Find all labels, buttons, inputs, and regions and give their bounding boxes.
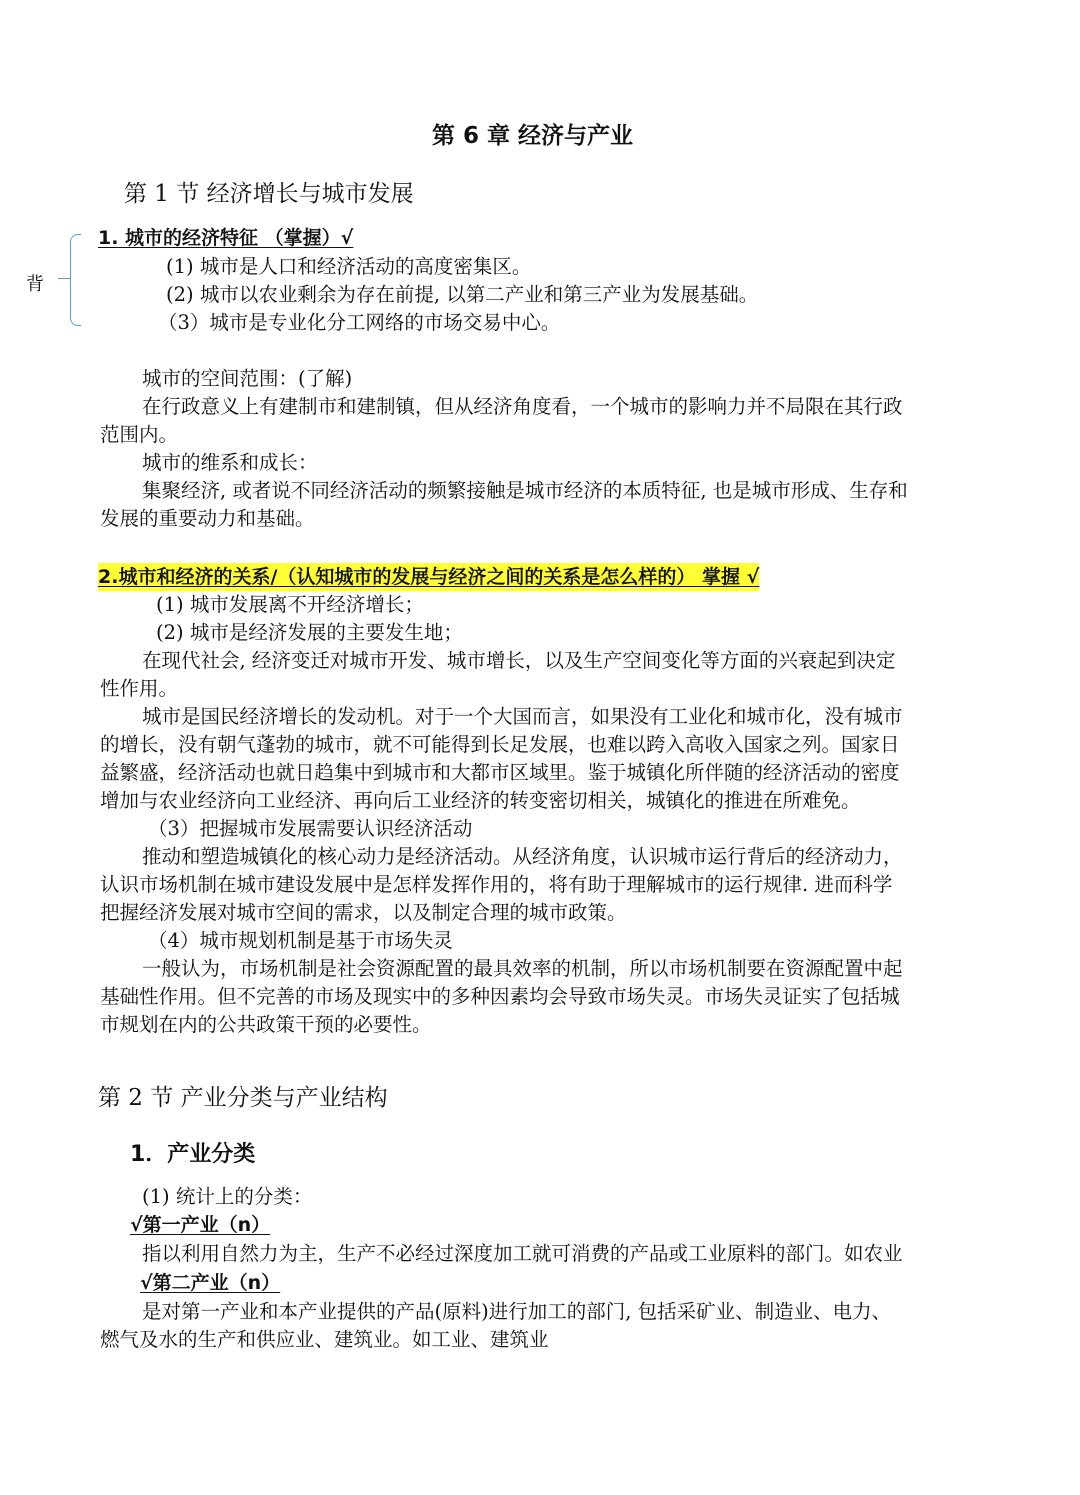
spatial-title: 城市的空间范围：(了解) (142, 367, 353, 390)
section-2-item-1-title: 1．产业分类 (130, 1142, 256, 1167)
item-2-para3: 把握经济发展对城市空间的需求，以及制定合理的城市政策。 (100, 901, 627, 924)
item-2-point-4: （4）城市规划机制是基于市场失灵 (148, 929, 453, 952)
item-2-para3: 认识市场机制在城市建设发展中是怎样发挥作用的，将有助于理解城市的运行规律. 进而科学 (100, 873, 893, 896)
item-2-para3: 推动和塑造城镇化的核心动力是经济活动。从经济角度，认识城市运行背后的经济动力， (142, 845, 903, 868)
item-2-para1: 性作用。 (100, 677, 179, 700)
item-1-point: (1) 城市是人口和经济活动的高度密集区。 (166, 255, 532, 278)
item-2-title: 2.城市和经济的关系/（认知城市的发展与经济之间的关系是怎么样的） 掌握 √ (98, 563, 759, 591)
side-note: 背 (26, 274, 44, 295)
brace-annotation (70, 234, 81, 326)
brace-tick (58, 278, 71, 279)
item-2-para2: 城市是国民经济增长的发动机。对于一个大国而言，如果没有工业化和城市化，没有城市 (142, 705, 903, 728)
section-2-heading: 第 2 节 产业分类与产业结构 (98, 1085, 388, 1111)
spatial-line: 范围内。 (100, 423, 179, 446)
spatial-line: 在行政意义上有建制市和建制镇，但从经济角度看，一个城市的影响力并不局限在其行政 (142, 395, 903, 418)
secondary-industry-line: 燃气及水的生产和供应业、建筑业。如工业、建筑业 (100, 1328, 549, 1351)
primary-industry-line: 指以利用自然力为主，生产不必经过深度加工就可消费的产品或工业原料的部门。如农业 (142, 1242, 903, 1265)
growth-line: 发展的重要动力和基础。 (100, 507, 315, 530)
growth-title: 城市的维系和成长： (142, 451, 318, 474)
item-2-para2: 增加与农业经济向工业经济、再向后工业经济的转变密切相关，城镇化的推进在所难免。 (100, 789, 861, 812)
item-2-para4: 市规划在内的公共政策干预的必要性。 (100, 1013, 432, 1036)
growth-line: 集聚经济, 或者说不同经济活动的频繁接触是城市经济的本质特征, 也是城市形成、生存和 (142, 479, 908, 502)
item-2-para2: 的增长，没有朝气蓬勃的城市，就不可能得到长足发展，也难以跨入高收入国家之列。国家日 (100, 733, 900, 756)
item-1-point: (2) 城市以农业剩余为存在前提, 以第二产业和第三产业为发展基础。 (166, 283, 759, 306)
secondary-industry-title: √第二产业（n） (140, 1272, 281, 1294)
item-2-point: (2) 城市是经济发展的主要发生地； (156, 621, 463, 644)
secondary-industry-line: 是对第一产业和本产业提供的产品(原料)进行加工的部门, 包括采矿业、制造业、电力、 (142, 1300, 892, 1323)
stat-title: (1) 统计上的分类： (142, 1185, 313, 1208)
item-2-para4: 基础性作用。但不完善的市场及现实中的多种因素均会导致市场失灵。市场失灵证实了包括城 (100, 985, 900, 1008)
item-2-point-3: （3）把握城市发展需要认识经济活动 (148, 817, 473, 840)
item-2-para2: 益繁盛，经济活动也就日趋集中到城市和大都市区域里。鉴于城镇化所伴随的经济活动的密度 (100, 761, 900, 784)
item-1-point: （3）城市是专业化分工网络的市场交易中心。 (158, 311, 561, 334)
primary-industry-title: √第一产业（n） (130, 1214, 271, 1236)
section-1-heading: 第 1 节 经济增长与城市发展 (124, 181, 414, 207)
item-2-para4: 一般认为，市场机制是社会资源配置的最具效率的机制，所以市场机制要在资源配置中起 (142, 957, 903, 980)
item-1-title: 1. 城市的经济特征 （掌握）√ (98, 227, 354, 249)
chapter-title: 第 6 章 经济与产业 (432, 123, 634, 149)
item-2-point: (1) 城市发展离不开经济增长； (156, 593, 424, 616)
item-2-para1: 在现代社会, 经济变迁对城市开发、城市增长，以及生产空间变化等方面的兴衰起到决定 (142, 649, 896, 672)
